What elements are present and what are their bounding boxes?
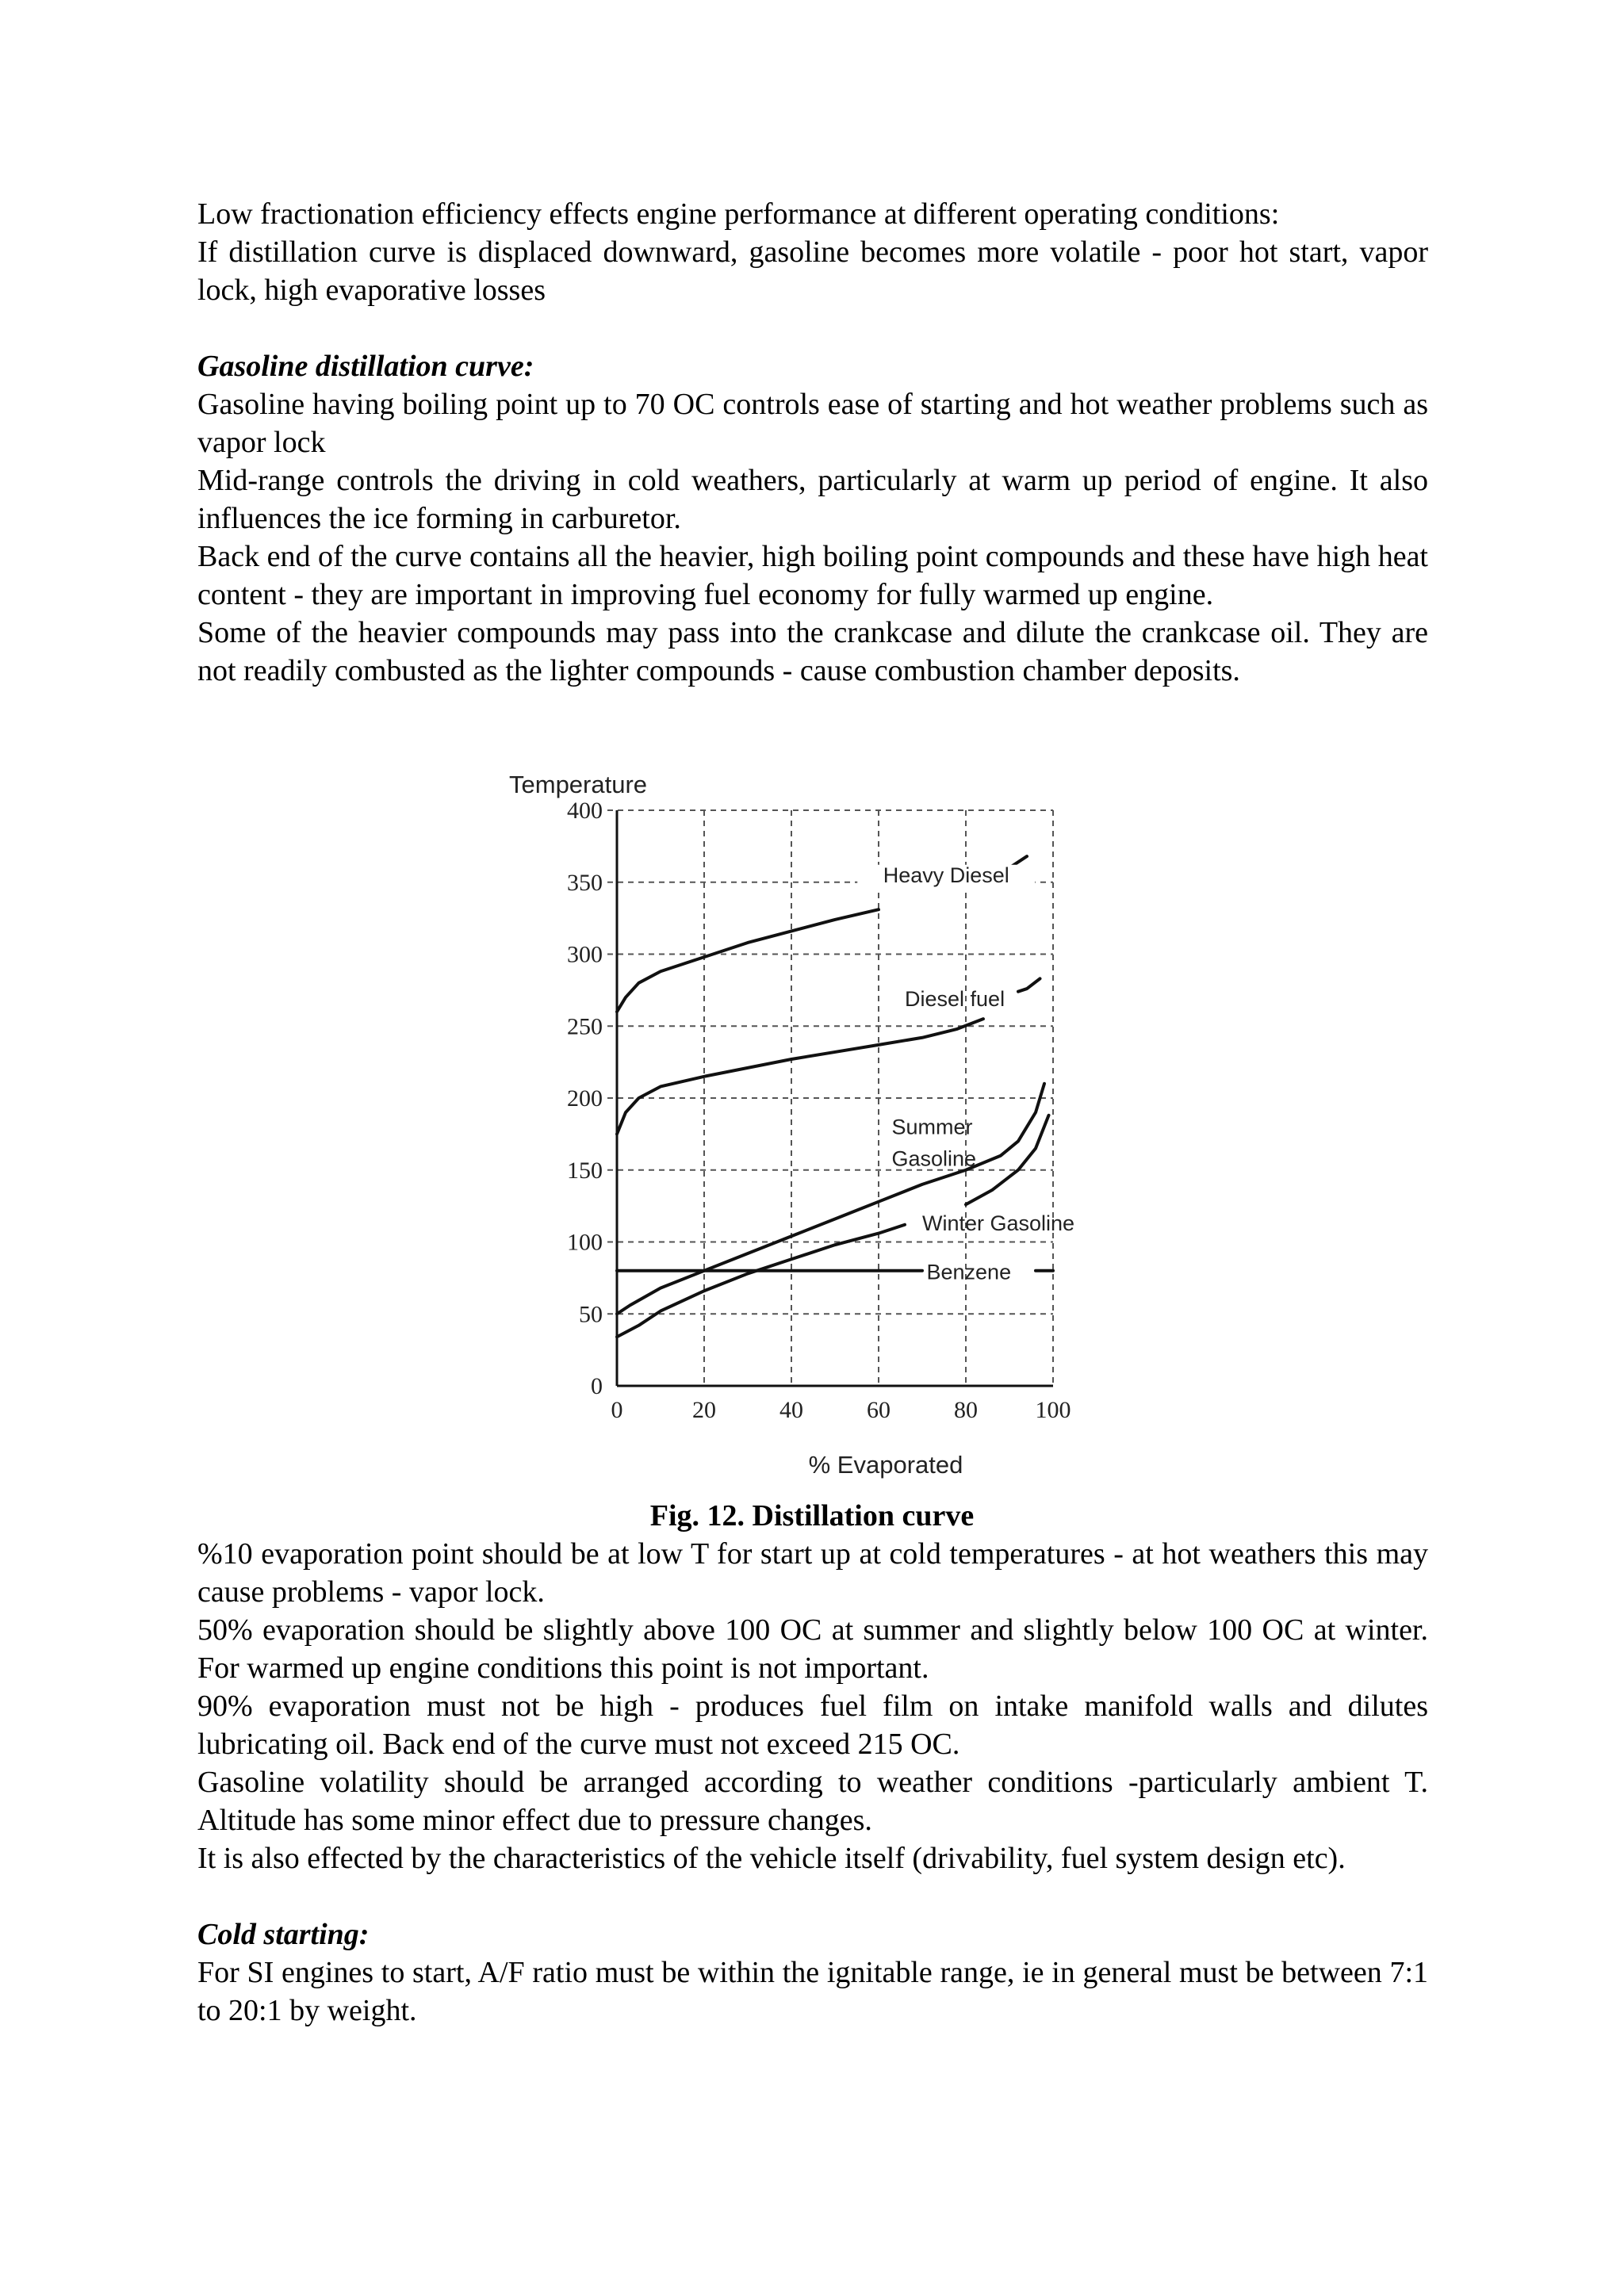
y-tick-label: 350 <box>567 869 603 896</box>
evaporation-paragraph-3: 90% evaporation must not be high - produces fuel film on intake manifold walls and dilutes lubricating oil. Back end of the curve must not exceed 215 OC. <box>197 1689 1428 1761</box>
distillation-paragraph-1: Gasoline having boiling point up to 70 OC controls ease of starting and hot weather problems such as vapor lock <box>197 388 1428 459</box>
x-tick-label: 20 <box>692 1397 716 1423</box>
series-label-summer-gasoline: Summer <box>891 1115 973 1139</box>
y-axis-title: Temperature <box>509 771 648 798</box>
y-tick-label: 150 <box>567 1157 603 1184</box>
lower-text <box>197 1535 1428 2030</box>
y-tick-label: 50 <box>579 1301 603 1328</box>
series-line-winter-gasoline <box>966 1115 1049 1205</box>
evaporation-paragraph-5: It is also effected by the characteristics of the vehicle itself (drivability, fuel system design etc). <box>197 1842 1346 1875</box>
y-tick-label: 0 <box>591 1373 603 1399</box>
x-tick-label: 80 <box>954 1397 978 1423</box>
series-line-diesel-fuel <box>1018 978 1040 991</box>
evaporation-paragraph-2: 50% evaporation should be slightly above 100 OC at summer and slightly below 100 OC at winter. For warmed up engine conditions this point is not important. <box>197 1613 1428 1685</box>
intro-paragraph-2: If distillation curve is displaced downward, gasoline becomes more volatile - poor hot start, vapor lock, high evaporative losses <box>197 235 1428 307</box>
intro-paragraph-1: Low fractionation efficiency effects engine performance at different operating conditions: <box>197 197 1280 231</box>
x-tick-label: 40 <box>779 1397 803 1423</box>
spacer <box>197 309 1428 347</box>
distillation-chart <box>492 766 1126 1487</box>
chart-ticks <box>567 798 1071 1423</box>
x-axis-title: % Evaporated <box>808 1451 963 1479</box>
series-label-winter-gasoline: Winter Gasoline <box>922 1211 1075 1235</box>
y-tick-label: 300 <box>567 941 603 968</box>
chart-grid <box>607 810 1053 1386</box>
evaporation-paragraph-4: Gasoline volatility should be arranged according to weather conditions -particularly ambient T. Altitude has some minor effect due to pressure changes. <box>197 1766 1428 1837</box>
figure-caption: Fig. 12. Distillation curve <box>649 1499 975 1533</box>
series-label-diesel-fuel: Diesel fuel <box>905 986 1005 1011</box>
spacer <box>197 1877 1428 1915</box>
y-tick-label: 250 <box>567 1013 603 1040</box>
y-tick-label: 200 <box>567 1085 603 1112</box>
distillation-paragraph-4: Some of the heavier compounds may pass into the crankcase and dilute the crankcase oil. They are not readily combusted as the lighter compounds - cause combustion chamber deposits. <box>197 616 1428 687</box>
x-tick-label: 0 <box>611 1397 623 1423</box>
distillation-paragraph-2: Mid-range controls the driving in cold weathers, particularly at warm up period of engine. It also influences the ice forming in carburetor. <box>197 464 1428 535</box>
series-line-heavy-diesel <box>617 909 879 1012</box>
distillation-heading: Gasoline distillation curve: <box>197 350 534 383</box>
upper-text <box>197 195 1428 690</box>
cold-starting-heading: Cold starting: <box>197 1918 370 1951</box>
x-tick-label: 60 <box>867 1397 891 1423</box>
x-tick-label: 100 <box>1035 1397 1071 1423</box>
series-label-benzene: Benzene <box>926 1260 1012 1284</box>
series-label-heavy-diesel: Heavy Diesel <box>883 863 1009 887</box>
distillation-paragraph-3: Back end of the curve contains all the heavier, high boiling point compounds and these have high heat content - they are important in improving fuel economy for fully warmed up engine. <box>197 540 1428 611</box>
y-tick-label: 100 <box>567 1229 603 1256</box>
y-tick-label: 400 <box>567 798 603 824</box>
series-label-summer-gasoline: Gasoline <box>891 1146 977 1171</box>
cold-starting-paragraph-1: For SI engines to start, A/F ratio must be within the ignitable range, ie in general must be between 7:1 to 20:1 by weight. <box>197 1956 1428 2027</box>
evaporation-paragraph-1: %10 evaporation point should be at low T for start up at cold temperatures - at hot weathers this may cause problems - vapor lock. <box>197 1537 1428 1609</box>
